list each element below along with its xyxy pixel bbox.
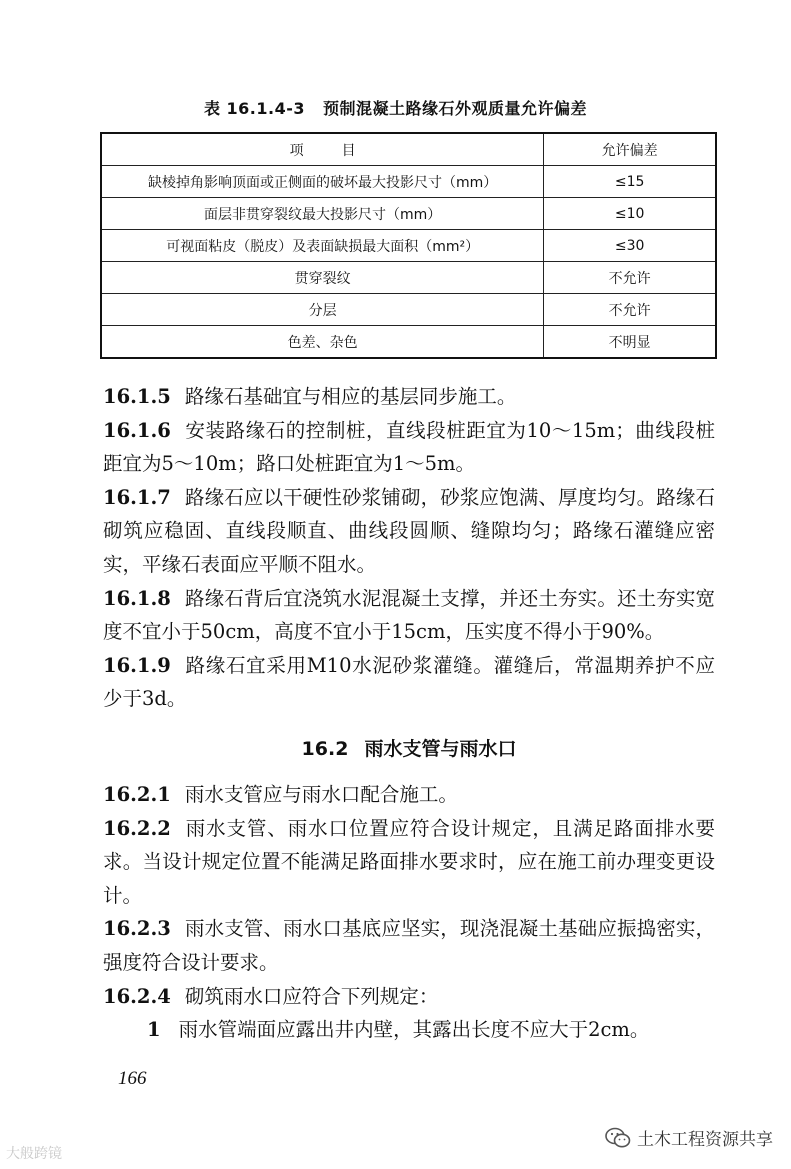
table-cell-item: 色差、杂色 bbox=[101, 326, 544, 359]
clause-number: 16.2.4 bbox=[103, 984, 171, 1008]
table-row bbox=[101, 198, 716, 230]
table-number: 表 16.1.4-3 bbox=[203, 99, 306, 118]
clause-text: 雨水支管应与雨水口配合施工。 bbox=[184, 782, 458, 806]
clause-number: 16.2.3 bbox=[103, 917, 171, 941]
watermark-right bbox=[605, 1125, 773, 1150]
section-heading bbox=[103, 734, 715, 764]
table-row bbox=[101, 230, 716, 262]
clause-paragraph bbox=[103, 778, 715, 812]
column-header-item: 项目 bbox=[101, 133, 544, 166]
clause-text: 砌筑雨水口应符合下列规定： bbox=[184, 984, 439, 1008]
clause-text: 雨水支管、雨水口基底应坚实，现浇混凝土基础应振捣密实，强度符合设计要求。 bbox=[103, 917, 715, 974]
clause-text: 路缘石背后宜浇筑水泥混凝土支撑，并还土夯实。还土夯实宽度不宜小于50cm，高度不宜小于15cm，压实度不得小于90%。 bbox=[103, 586, 715, 644]
section-number: 16.2 bbox=[301, 737, 349, 760]
list-item-number: 1 bbox=[147, 1018, 161, 1042]
table-cell-value: 不允许 bbox=[544, 262, 716, 294]
table-title-text: 预制混凝土路缘石外观质量允许偏差 bbox=[323, 99, 588, 118]
table-cell-value: 不明显 bbox=[544, 326, 716, 359]
clause-paragraph bbox=[103, 481, 715, 582]
table-header-row bbox=[101, 133, 716, 166]
clause-text: 安装路缘石的控制桩，直线段桩距宜为10～15m；曲线段桩距宜为5～10m；路口处桩距宜为1～5m。 bbox=[103, 418, 715, 476]
clause-paragraph bbox=[103, 582, 715, 649]
list-item bbox=[147, 1013, 715, 1047]
table-row bbox=[101, 262, 716, 294]
clause-text: 路缘石宜采用M10水泥砂浆灌缝。灌缝后，常温期养护不应少于3d。 bbox=[103, 653, 715, 711]
quality-tolerance-table bbox=[100, 132, 717, 359]
list-item-text: 雨水管端面应露出井内壁，其露出长度不应大于2cm。 bbox=[178, 1018, 650, 1042]
clause-text: 路缘石基础宜与相应的基层同步施工。 bbox=[184, 385, 517, 408]
column-header-tolerance: 允许偏差 bbox=[544, 133, 716, 166]
table-row bbox=[101, 294, 716, 326]
clause-paragraph bbox=[103, 414, 715, 481]
table-title bbox=[0, 96, 791, 119]
clause-text: 路缘石应以干硬性砂浆铺砌，砂浆应饱满、厚度均匀。路缘石砌筑应稳固、直线段顺直、曲线段圆顺、缝隙均匀；路缘石灌缝应密实，平缘石表面应平顺不阻水。 bbox=[103, 485, 715, 576]
wechat-icon bbox=[605, 1127, 631, 1149]
table-cell-value: 不允许 bbox=[544, 294, 716, 326]
watermark-right-text: 土木工程资源共享 bbox=[637, 1130, 773, 1150]
section-title: 雨水支管与雨水口 bbox=[364, 737, 517, 760]
table-cell-value: ≤15 bbox=[544, 166, 716, 198]
clause-number: 16.2.1 bbox=[103, 782, 171, 806]
table-row bbox=[101, 166, 716, 198]
table-cell-item: 面层非贯穿裂纹最大投影尺寸（mm） bbox=[101, 198, 544, 230]
table-cell-value: ≤10 bbox=[544, 198, 716, 230]
clause-paragraph bbox=[103, 912, 715, 979]
clause-text: 雨水支管、雨水口位置应符合设计规定，且满足路面排水要求。当设计规定位置不能满足路面排水要求时，应在施工前办理变更设计。 bbox=[103, 816, 715, 907]
clause-number: 16.1.8 bbox=[103, 586, 171, 610]
clause-number: 16.1.6 bbox=[103, 418, 171, 442]
table-cell-item: 贯穿裂纹 bbox=[101, 262, 544, 294]
clause-paragraph bbox=[103, 812, 715, 913]
body-text bbox=[103, 380, 715, 1047]
clause-paragraph bbox=[103, 980, 715, 1014]
table-cell-item: 缺棱掉角影响顶面或正侧面的破坏最大投影尺寸（mm） bbox=[101, 166, 544, 198]
clause-number: 16.1.7 bbox=[103, 485, 171, 509]
clause-number: 16.1.9 bbox=[103, 653, 171, 677]
watermark-left: 大般跨镜 bbox=[6, 1146, 62, 1162]
clause-number: 16.1.5 bbox=[103, 385, 171, 408]
table-cell-item: 分层 bbox=[101, 294, 544, 326]
page-number: 166 bbox=[118, 1068, 147, 1089]
table-row bbox=[101, 326, 716, 359]
table-cell-value: ≤30 bbox=[544, 230, 716, 262]
clause-paragraph bbox=[103, 380, 715, 414]
table-cell-item: 可视面粘皮（脱皮）及表面缺损最大面积（mm²） bbox=[101, 230, 544, 262]
clause-paragraph bbox=[103, 649, 715, 716]
clause-number: 16.2.2 bbox=[103, 816, 171, 840]
